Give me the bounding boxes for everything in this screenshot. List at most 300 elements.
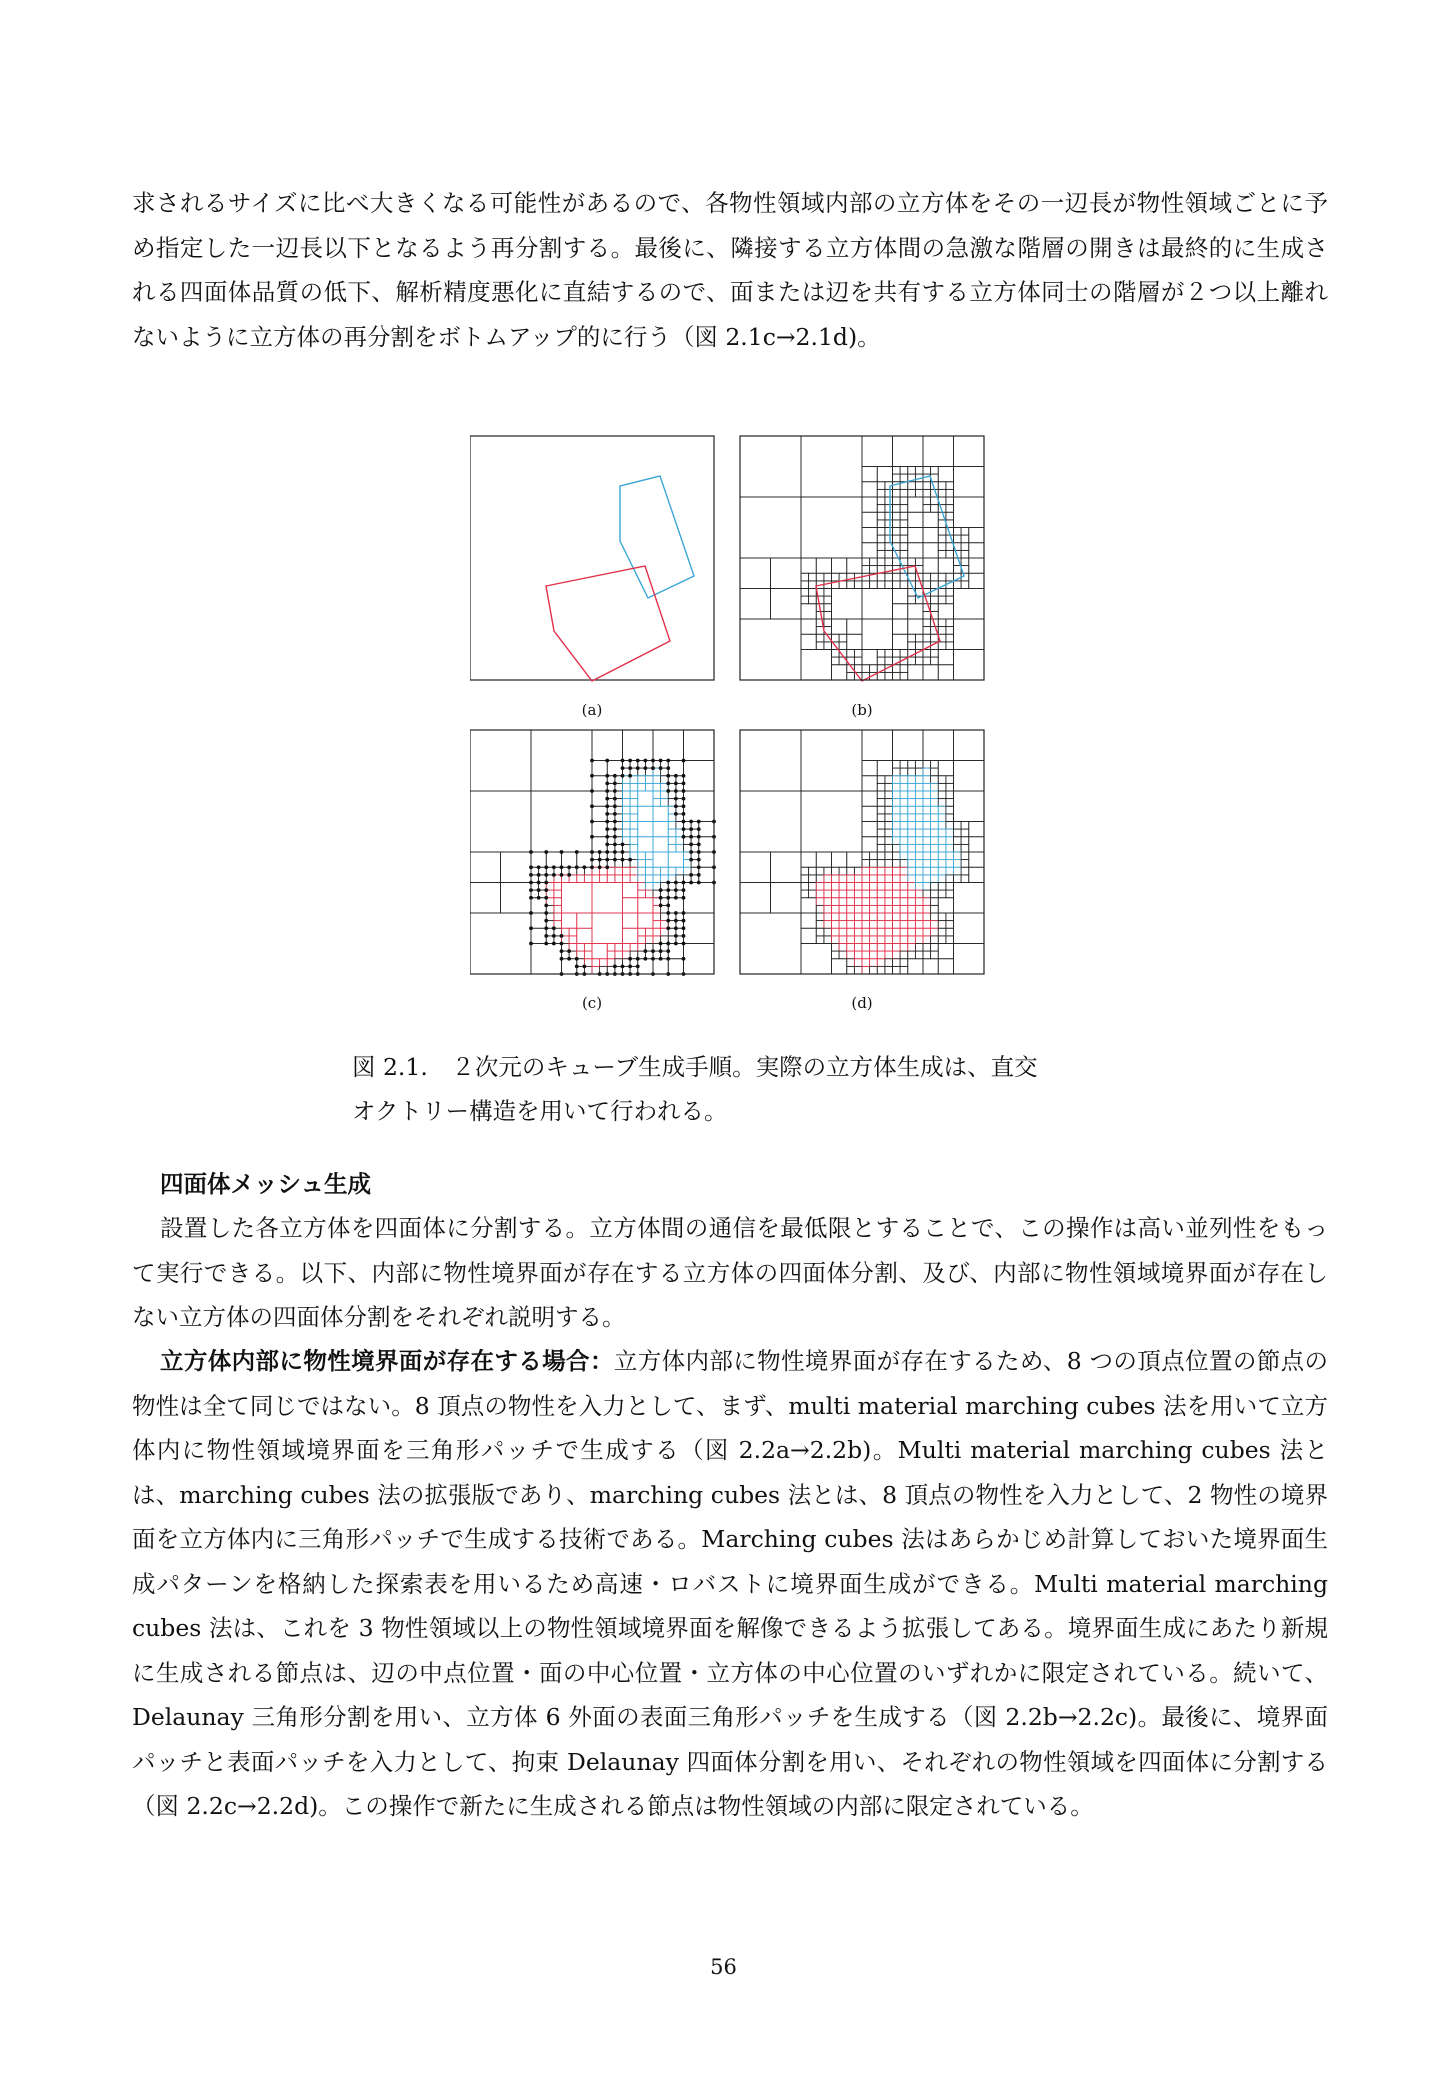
panel-b-cell bbox=[915, 482, 923, 490]
panel-c-node-dot bbox=[689, 835, 693, 839]
panel-c-node-dot bbox=[674, 781, 678, 785]
panel-d-cell bbox=[923, 860, 931, 868]
panel-c-node-dot bbox=[544, 896, 548, 900]
panel-d-cell bbox=[854, 944, 862, 952]
panel-b-cell bbox=[969, 528, 984, 543]
panel-d-cell bbox=[954, 730, 985, 761]
panel-c-cell bbox=[554, 898, 562, 906]
panel-d-cell bbox=[954, 822, 962, 830]
panel-d-cell bbox=[931, 898, 939, 906]
figure-caption-line-2: オクトリー構造を用いて行われる。 bbox=[352, 1097, 728, 1125]
panel-d-cell bbox=[931, 944, 939, 952]
panel-d-cell bbox=[847, 883, 855, 891]
panel-d-cell bbox=[862, 822, 877, 837]
panel-c-cell bbox=[638, 860, 646, 868]
panel-c-cell bbox=[645, 890, 653, 898]
panel-c-cell bbox=[623, 944, 631, 952]
panel-b-cell bbox=[809, 589, 817, 597]
panel-c-cell bbox=[653, 959, 668, 974]
panel-c-cell bbox=[501, 883, 532, 914]
panel-c-node-dot bbox=[613, 827, 617, 831]
panel-d-cell bbox=[870, 944, 878, 952]
panel-d-cell bbox=[847, 944, 855, 952]
panel-d-cell bbox=[908, 844, 916, 852]
panel-d-cell bbox=[938, 860, 946, 868]
panel-d-cell bbox=[946, 928, 954, 936]
panel-c-cell bbox=[577, 875, 585, 883]
panel-b-cell bbox=[862, 528, 877, 543]
panel-c-node-dot bbox=[582, 865, 586, 869]
panel-d-cell bbox=[740, 730, 801, 791]
panel-d-cell bbox=[915, 951, 923, 959]
panel-c-node-dot bbox=[560, 957, 564, 961]
panel-c-node-dot bbox=[613, 820, 617, 824]
panel-d-cell bbox=[931, 837, 939, 845]
panel-d-cell bbox=[915, 883, 923, 891]
panel-b-cell bbox=[877, 550, 885, 558]
panel-c-node-dot bbox=[682, 896, 686, 900]
panel-c-node-dot bbox=[605, 835, 609, 839]
panel-c-node-dot bbox=[636, 766, 640, 770]
panel-d-cell bbox=[854, 913, 862, 921]
panel-d-cell bbox=[862, 883, 870, 891]
panel-d-cell bbox=[946, 799, 954, 807]
panel-c-cell bbox=[684, 791, 715, 822]
panel-d-cell bbox=[862, 898, 870, 906]
panel-c-node-dot bbox=[682, 888, 686, 892]
panel-b-cell bbox=[954, 497, 985, 528]
panel-d-cell bbox=[801, 875, 809, 883]
panel-d-cell bbox=[839, 883, 847, 891]
panel-c-node-dot bbox=[659, 766, 663, 770]
panel-d-cell bbox=[923, 890, 931, 898]
panel-c-cell bbox=[684, 913, 715, 944]
panel-d-cell bbox=[938, 867, 946, 875]
panel-b-cell bbox=[923, 543, 938, 558]
panel-c-node-dot bbox=[544, 926, 548, 930]
panel-d-cell bbox=[915, 936, 923, 944]
panel-d-cell bbox=[946, 875, 954, 883]
panel-d-cell bbox=[931, 799, 939, 807]
panel-d-cell bbox=[961, 875, 969, 883]
panel-d-cell bbox=[938, 814, 946, 822]
panel-d-cell bbox=[908, 905, 916, 913]
panel-c-node-dot bbox=[621, 759, 625, 763]
panel-b-cell bbox=[885, 512, 893, 520]
panel-c-cell bbox=[592, 959, 600, 967]
panel-b-cell bbox=[847, 657, 855, 665]
panel-c-node-dot bbox=[674, 911, 678, 915]
panel-d-cell bbox=[824, 921, 832, 929]
panel-b-cell bbox=[893, 474, 901, 482]
panel-c-node-dot bbox=[666, 781, 670, 785]
panel-d-cell bbox=[954, 837, 962, 845]
panel-d-cell bbox=[923, 898, 931, 906]
panel-d-cell bbox=[915, 768, 923, 776]
panel-d-cell bbox=[877, 913, 885, 921]
panel-d-cell bbox=[954, 913, 985, 944]
panel-b-cell bbox=[923, 497, 931, 505]
panel-d-cell bbox=[893, 829, 901, 837]
panel-b-cell bbox=[923, 528, 938, 543]
panel-d-cell bbox=[877, 837, 885, 845]
panel-d-cell bbox=[854, 898, 862, 906]
panel-d-cell bbox=[839, 936, 847, 944]
panel-c-cell bbox=[661, 799, 669, 807]
panel-d-cell bbox=[908, 837, 916, 845]
panel-d-cell bbox=[832, 875, 840, 883]
panel-c-node-dot bbox=[651, 759, 655, 763]
panel-d-cell bbox=[954, 875, 962, 883]
panel-d-cell bbox=[854, 951, 862, 959]
panel-d-cell bbox=[915, 913, 923, 921]
panel-d-cell bbox=[893, 936, 901, 944]
panel-c-node-dot bbox=[682, 781, 686, 785]
panel-b-cell bbox=[893, 665, 901, 673]
panel-d-cell bbox=[893, 951, 901, 959]
panel-d-cell bbox=[908, 860, 916, 868]
panel-b-cell bbox=[877, 657, 885, 665]
panel-c-node-dot bbox=[628, 766, 632, 770]
panel-d-cell bbox=[923, 944, 931, 952]
panel-c-cell bbox=[645, 776, 653, 784]
panel-d-cell bbox=[870, 883, 878, 891]
panel-c-node-dot bbox=[666, 911, 670, 915]
panel-c-node-dot bbox=[628, 964, 632, 968]
panel-d-cell bbox=[915, 844, 923, 852]
panel-d-cell bbox=[923, 829, 931, 837]
panel-b-cell bbox=[915, 642, 923, 650]
panel-b-cell bbox=[931, 657, 939, 665]
panel-d-cell bbox=[854, 928, 862, 936]
panel-d-cell bbox=[946, 883, 954, 891]
panel-d-cell bbox=[931, 867, 939, 875]
panel-d-cell bbox=[938, 806, 946, 814]
panel-d-cell bbox=[862, 837, 877, 852]
panel-b-cell bbox=[885, 497, 893, 505]
panel-c-cell bbox=[615, 875, 623, 883]
panel-c-node-dot bbox=[636, 957, 640, 961]
panel-c-cell bbox=[607, 951, 615, 959]
panel-d-cell bbox=[870, 928, 878, 936]
panel-b-blue-region bbox=[890, 476, 964, 598]
panel-c-node-dot bbox=[544, 911, 548, 915]
panel-d-cell bbox=[824, 936, 832, 944]
paragraph-3-runin-heading: 立方体内部に物性境界面が存在する場合： bbox=[160, 1347, 614, 1375]
panel-d-cell bbox=[900, 783, 908, 791]
panel-c-node-dot bbox=[605, 850, 609, 854]
panel-c-node-dot bbox=[682, 789, 686, 793]
panel-c-node-dot bbox=[560, 949, 564, 953]
panel-d-cell bbox=[923, 875, 931, 883]
panel-d-cell bbox=[885, 829, 893, 837]
panel-d-cell bbox=[809, 875, 817, 883]
panel-c-cell bbox=[645, 928, 653, 936]
panel-b-cell bbox=[954, 581, 962, 589]
panel-c-node-dot bbox=[666, 789, 670, 793]
panel-c-cell bbox=[554, 890, 562, 898]
panel-c-node-dot bbox=[682, 942, 686, 946]
panel-d-cell bbox=[938, 829, 946, 837]
panel-c-cell bbox=[470, 852, 501, 883]
panel-d-cell bbox=[915, 852, 923, 860]
panel-c-node-dot bbox=[544, 873, 548, 877]
panel-b-cell bbox=[877, 520, 885, 528]
panel-d-cell bbox=[931, 883, 939, 891]
panel-c-node-dot bbox=[674, 812, 678, 816]
panel-b-cell bbox=[923, 650, 931, 658]
panel-c-cell bbox=[592, 791, 607, 806]
panel-c-node-dot bbox=[605, 759, 609, 763]
panel-c-cell bbox=[676, 844, 684, 852]
panel-c-cell bbox=[653, 783, 661, 791]
panel-b-cell bbox=[946, 634, 954, 642]
panel-d-cell bbox=[923, 852, 931, 860]
panel-b-cell bbox=[893, 634, 908, 649]
panel-d-cell bbox=[931, 951, 939, 959]
panel-c-cell bbox=[501, 852, 532, 883]
panel-c-cell bbox=[668, 837, 676, 845]
panel-d-cell bbox=[908, 852, 916, 860]
panel-d-cell bbox=[862, 806, 877, 821]
panel-b-cell bbox=[946, 642, 954, 650]
panel-c-cell bbox=[630, 829, 638, 837]
panel-b-cell bbox=[954, 619, 985, 650]
panel-c-cell bbox=[653, 776, 661, 784]
body-paragraph-2: 設置した各立方体を四面体に分割する。立方体間の通信を最低限とすることで、この操作は高い並列性をもって実行できる。以下、内部に物性境界面が存在する立方体の四面体分割、及び、内部に物性領域境界面が存在しない立方体の四面体分割をそれぞれ説明する。 bbox=[132, 1214, 1328, 1331]
panel-c-cell bbox=[531, 928, 546, 943]
figure-panel-label-c: (c) bbox=[581, 994, 603, 1012]
panel-d-cell bbox=[862, 867, 870, 875]
panel-d-cell bbox=[839, 944, 847, 952]
panel-d-cell bbox=[877, 806, 885, 814]
panel-d-cell bbox=[931, 822, 939, 830]
panel-b-cell bbox=[870, 558, 878, 566]
panel-b-cell bbox=[961, 558, 969, 566]
panel-d-cell bbox=[893, 776, 901, 784]
panel-d-cell bbox=[938, 944, 953, 959]
panel-b-cell bbox=[969, 543, 984, 558]
panel-c-node-dot bbox=[613, 804, 617, 808]
panel-b-cell bbox=[946, 512, 954, 520]
panel-c-cell bbox=[630, 875, 638, 883]
panel-d-cell bbox=[740, 852, 771, 883]
panel-c-cell bbox=[630, 799, 638, 807]
panel-b-cell bbox=[946, 505, 954, 513]
panel-c-cell bbox=[584, 951, 592, 959]
panel-c-cell bbox=[630, 837, 638, 845]
panel-b-cell bbox=[938, 482, 946, 490]
panel-b-red-region bbox=[816, 566, 940, 681]
panel-c-node-dot bbox=[674, 919, 678, 923]
panel-d-cell bbox=[915, 944, 923, 952]
panel-c-cell bbox=[592, 883, 623, 914]
figure-panel-d bbox=[740, 730, 984, 974]
panel-d-cell bbox=[908, 829, 916, 837]
panel-d-cell bbox=[923, 768, 931, 776]
panel-d-cell bbox=[824, 905, 832, 913]
panel-d-cell bbox=[839, 928, 847, 936]
panel-b-cell bbox=[893, 650, 901, 658]
panel-d-cell bbox=[923, 921, 931, 929]
panel-c-cell bbox=[668, 844, 676, 852]
panel-a-blue-region bbox=[620, 476, 694, 598]
panel-c-cell bbox=[623, 799, 631, 807]
panel-d-cell bbox=[908, 936, 916, 944]
panel-c-node-dot bbox=[605, 789, 609, 793]
panel-b-cell bbox=[893, 589, 908, 604]
panel-c-node-dot bbox=[643, 957, 647, 961]
panel-c-node-dot bbox=[529, 911, 533, 915]
panel-c-node-dot bbox=[613, 964, 617, 968]
panel-d-cell bbox=[931, 890, 939, 898]
panel-c-cell bbox=[531, 791, 592, 852]
panel-c-node-dot bbox=[544, 934, 548, 938]
panel-c-node-dot bbox=[613, 850, 617, 854]
panel-b-cell bbox=[801, 573, 809, 581]
panel-c-cell bbox=[638, 852, 646, 860]
figure-panel-c bbox=[470, 730, 716, 976]
panel-b-cell bbox=[931, 604, 939, 612]
panel-c-node-dot bbox=[674, 881, 678, 885]
panel-b-cell bbox=[938, 467, 953, 482]
panel-d-cell bbox=[801, 852, 816, 867]
panel-b-cell bbox=[938, 642, 946, 650]
panel-b-cell bbox=[923, 665, 938, 680]
panel-d-cell bbox=[931, 844, 939, 852]
panel-d-cell bbox=[847, 867, 855, 875]
panel-c-node-dot bbox=[621, 850, 625, 854]
panel-d-cell bbox=[832, 951, 840, 959]
panel-d-cell bbox=[854, 875, 862, 883]
panel-b-cell bbox=[961, 550, 969, 558]
panel-c-node-dot bbox=[674, 797, 678, 801]
panel-b-cell bbox=[923, 627, 931, 635]
panel-b-cell bbox=[908, 665, 923, 680]
panel-d-cell bbox=[870, 921, 878, 929]
panel-d-cell bbox=[915, 791, 923, 799]
panel-d-cell bbox=[908, 761, 916, 769]
panel-d-cell bbox=[885, 791, 893, 799]
panel-d-cell bbox=[900, 829, 908, 837]
panel-d-cell bbox=[832, 852, 847, 867]
panel-d-cell bbox=[915, 921, 923, 929]
panel-b-cell bbox=[900, 474, 908, 482]
panel-c-cell bbox=[623, 806, 631, 814]
panel-c-cell bbox=[630, 844, 638, 852]
panel-d-cell bbox=[900, 959, 908, 967]
panel-d-cell bbox=[931, 783, 939, 791]
panel-c-cell bbox=[592, 730, 623, 761]
panel-d-cell bbox=[946, 791, 954, 799]
panel-c-node-dot bbox=[590, 865, 594, 869]
panel-d-cell bbox=[877, 844, 885, 852]
panel-b-cell bbox=[862, 619, 893, 650]
figure-2-1 bbox=[470, 430, 996, 1018]
panel-d-cell bbox=[931, 852, 939, 860]
panel-b-cell bbox=[900, 650, 908, 658]
panel-d-cell bbox=[854, 890, 862, 898]
panel-c-node-dot bbox=[544, 881, 548, 885]
panel-d-cell bbox=[961, 844, 969, 852]
panel-d-cell bbox=[824, 913, 832, 921]
panel-c-cell bbox=[668, 852, 683, 867]
panel-b-cell bbox=[824, 589, 832, 597]
panel-c-cell bbox=[623, 730, 654, 761]
panel-b-cell bbox=[801, 650, 832, 681]
panel-d-cell bbox=[938, 875, 946, 883]
panel-b-cell bbox=[900, 497, 908, 505]
panel-d-cell bbox=[900, 905, 908, 913]
panel-d-cell bbox=[877, 829, 885, 837]
panel-d-cell bbox=[847, 852, 862, 867]
panel-c-cell bbox=[668, 822, 676, 830]
panel-d-cell bbox=[862, 944, 870, 952]
panel-b-cell bbox=[847, 558, 862, 573]
panel-b-cell bbox=[862, 482, 877, 497]
panel-b-cell bbox=[954, 467, 985, 498]
panel-c-node-dot bbox=[544, 942, 548, 946]
panel-c-cell bbox=[470, 730, 531, 791]
panel-c-node-dot bbox=[659, 942, 663, 946]
panel-c-node-dot bbox=[659, 888, 663, 892]
panel-c-node-dot bbox=[682, 774, 686, 778]
panel-d-cell bbox=[923, 822, 931, 830]
panel-b-cell bbox=[862, 650, 877, 665]
panel-d-cell bbox=[954, 883, 985, 914]
panel-b-cell bbox=[923, 634, 931, 642]
panel-d-cell bbox=[900, 814, 908, 822]
panel-b-cell bbox=[908, 482, 916, 490]
panel-c-node-dot bbox=[567, 865, 571, 869]
panel-c-node-dot bbox=[529, 850, 533, 854]
panel-b-cell bbox=[816, 642, 824, 650]
panel-d-cell bbox=[900, 966, 908, 974]
panel-c-cell bbox=[470, 913, 531, 974]
panel-b-cell bbox=[877, 489, 885, 497]
panel-c-node-dot bbox=[682, 919, 686, 923]
panel-c-node-dot bbox=[613, 774, 617, 778]
panel-b-cell bbox=[893, 535, 901, 543]
panel-b-cell bbox=[938, 535, 946, 543]
panel-b-cell bbox=[893, 512, 901, 520]
panel-d-cell bbox=[915, 799, 923, 807]
panel-d-cell bbox=[893, 783, 901, 791]
panel-c-cell bbox=[623, 883, 638, 898]
panel-d-cell bbox=[893, 844, 901, 852]
panel-c-node-dot bbox=[575, 964, 579, 968]
panel-c-cell bbox=[653, 852, 668, 867]
panel-b-cell bbox=[900, 467, 908, 475]
panel-c-cell bbox=[592, 837, 607, 852]
panel-d-cell bbox=[816, 867, 824, 875]
panel-d-cell bbox=[931, 921, 939, 929]
panel-b-cell bbox=[908, 528, 923, 543]
panel-d-cell bbox=[946, 814, 954, 822]
panel-b-cell bbox=[832, 619, 847, 634]
panel-c-cell bbox=[638, 898, 653, 913]
panel-c-cell bbox=[623, 913, 638, 928]
panel-c-cell bbox=[554, 905, 562, 913]
panel-c-node-dot bbox=[674, 888, 678, 892]
panel-d-cell bbox=[931, 936, 939, 944]
panel-c-node-dot bbox=[582, 964, 586, 968]
panel-b-cell bbox=[923, 505, 931, 513]
panel-c-node-dot bbox=[605, 812, 609, 816]
panel-b-cell bbox=[870, 566, 878, 574]
panel-c-node-dot bbox=[659, 949, 663, 953]
panel-c-node-dot bbox=[674, 926, 678, 930]
